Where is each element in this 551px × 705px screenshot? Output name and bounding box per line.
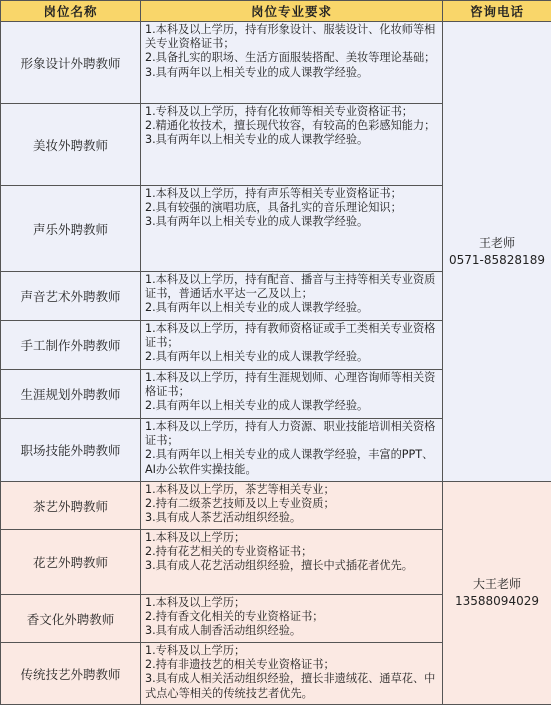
requirement-line: 2.持有非遗技艺的相关专业资格证书； — [145, 658, 438, 672]
requirement-line: 3.具有成人相关活动组织经验，擅长非遗绒花、通草花、中式点心等相关的传统技艺者优先。 — [145, 672, 438, 700]
position-name: 花艺外聘教师 — [1, 530, 141, 595]
position-requirements — [141, 643, 443, 705]
requirement-line: 2.具有两年以上相关专业的成人课教学经验，丰富的PPT、AI办公软件实操技能。 — [145, 448, 438, 476]
header-contact-phone: 咨询电话 — [443, 1, 551, 22]
position-requirements — [141, 595, 443, 643]
requirement-line: 2.持有花艺相关的专业资格证书； — [145, 545, 438, 559]
contact-person: 大王老师 — [443, 576, 551, 593]
requirement-line: 3.具有成人茶艺活动组织经验。 — [145, 511, 438, 525]
requirement-line: 1.本科及以上学历，茶艺等相关专业； — [145, 483, 438, 497]
position-name: 美妆外聘教师 — [1, 104, 141, 186]
contact-cell — [443, 22, 551, 482]
requirement-line: 2.具有两年以上相关专业的成人课教学经验。 — [145, 399, 438, 413]
requirement-line: 1.本科及以上学历，持有教师资格证或手工类相关专业资格证书； — [145, 322, 438, 350]
requirement-line: 1.本科及以上学历，持有配音、播音与主持等相关专业资质证书，普通话水平达一乙及以上； — [145, 273, 438, 301]
requirement-line: 1.本科及以上学历； — [145, 531, 438, 545]
position-requirements — [141, 370, 443, 419]
position-name: 声音艺术外聘教师 — [1, 272, 141, 321]
requirement-line: 2.持有香文化相关的专业资格证书； — [145, 610, 438, 624]
header-position-name: 岗位名称 — [1, 1, 141, 22]
requirement-line: 1.专科及以上学历； — [145, 644, 438, 658]
requirement-line: 1.本科及以上学历，持有形象设计、服装设计、化妆师等相关专业资格证书； — [145, 23, 438, 51]
requirement-line: 3.具有两年以上相关专业的成人课教学经验。 — [145, 66, 438, 80]
requirement-line: 1.本科及以上学历，持有声乐等相关专业资格证书； — [145, 187, 438, 201]
requirement-line: 3.具有两年以上相关专业的成人课教学经验。 — [145, 133, 438, 147]
position-requirements — [141, 104, 443, 186]
position-requirements — [141, 272, 443, 321]
position-name: 茶艺外聘教师 — [1, 482, 141, 530]
position-requirements — [141, 321, 443, 370]
requirement-line: 2.持有二级茶艺技师及以上专业资质； — [145, 497, 438, 511]
header-requirements: 岗位专业要求 — [141, 1, 443, 22]
position-name: 传统技艺外聘教师 — [1, 643, 141, 705]
requirement-line: 3.具有成人制香活动组织经验。 — [145, 624, 438, 638]
position-name: 声乐外聘教师 — [1, 186, 141, 272]
contact-phone: 13588094029 — [443, 593, 551, 610]
contact-phone: 0571-85828189 — [443, 252, 551, 269]
position-name: 形象设计外聘教师 — [1, 22, 141, 104]
position-requirements — [141, 419, 443, 482]
requirement-line: 3.具有两年以上相关专业的成人课教学经验。 — [145, 215, 438, 229]
position-requirements — [141, 530, 443, 595]
position-name: 职场技能外聘教师 — [1, 419, 141, 482]
position-name: 香文化外聘教师 — [1, 595, 141, 643]
requirement-line: 2.具有两年以上相关专业的成人课教学经验。 — [145, 301, 438, 315]
position-name: 手工制作外聘教师 — [1, 321, 141, 370]
requirement-line: 1.专科及以上学历，持有化妆师等相关专业资格证书； — [145, 105, 438, 119]
requirement-line: 3.具有成人花艺活动组织经验，擅长中式插花者优先。 — [145, 559, 438, 573]
position-requirements — [141, 482, 443, 530]
requirement-line: 1.本科及以上学历，持有生涯规划师、心理咨询师等相关资格证书； — [145, 371, 438, 399]
requirement-line: 2.精通化妆技术，擅长现代妆容，有较高的色彩感知能力； — [145, 119, 438, 133]
requirement-line: 2.具有两年以上相关专业的成人课教学经验。 — [145, 350, 438, 364]
table-row — [1, 22, 551, 104]
requirement-line: 2.具有较强的演唱功底，具备扎实的音乐理论知识； — [145, 201, 438, 215]
table-row — [1, 482, 551, 530]
requirement-line: 2.具备扎实的职场、生活方面服装搭配、美妆等理论基础； — [145, 51, 438, 65]
table-body — [1, 22, 551, 705]
contact-person: 王老师 — [443, 235, 551, 252]
header-row — [1, 1, 551, 22]
contact-cell — [443, 482, 551, 705]
position-requirements — [141, 22, 443, 104]
position-name: 生涯规划外聘教师 — [1, 370, 141, 419]
position-requirements — [141, 186, 443, 272]
requirement-line: 1.本科及以上学历； — [145, 596, 438, 610]
requirement-line: 1.本科及以上学历，持有人力资源、职业技能培训相关资格证书； — [145, 420, 438, 448]
